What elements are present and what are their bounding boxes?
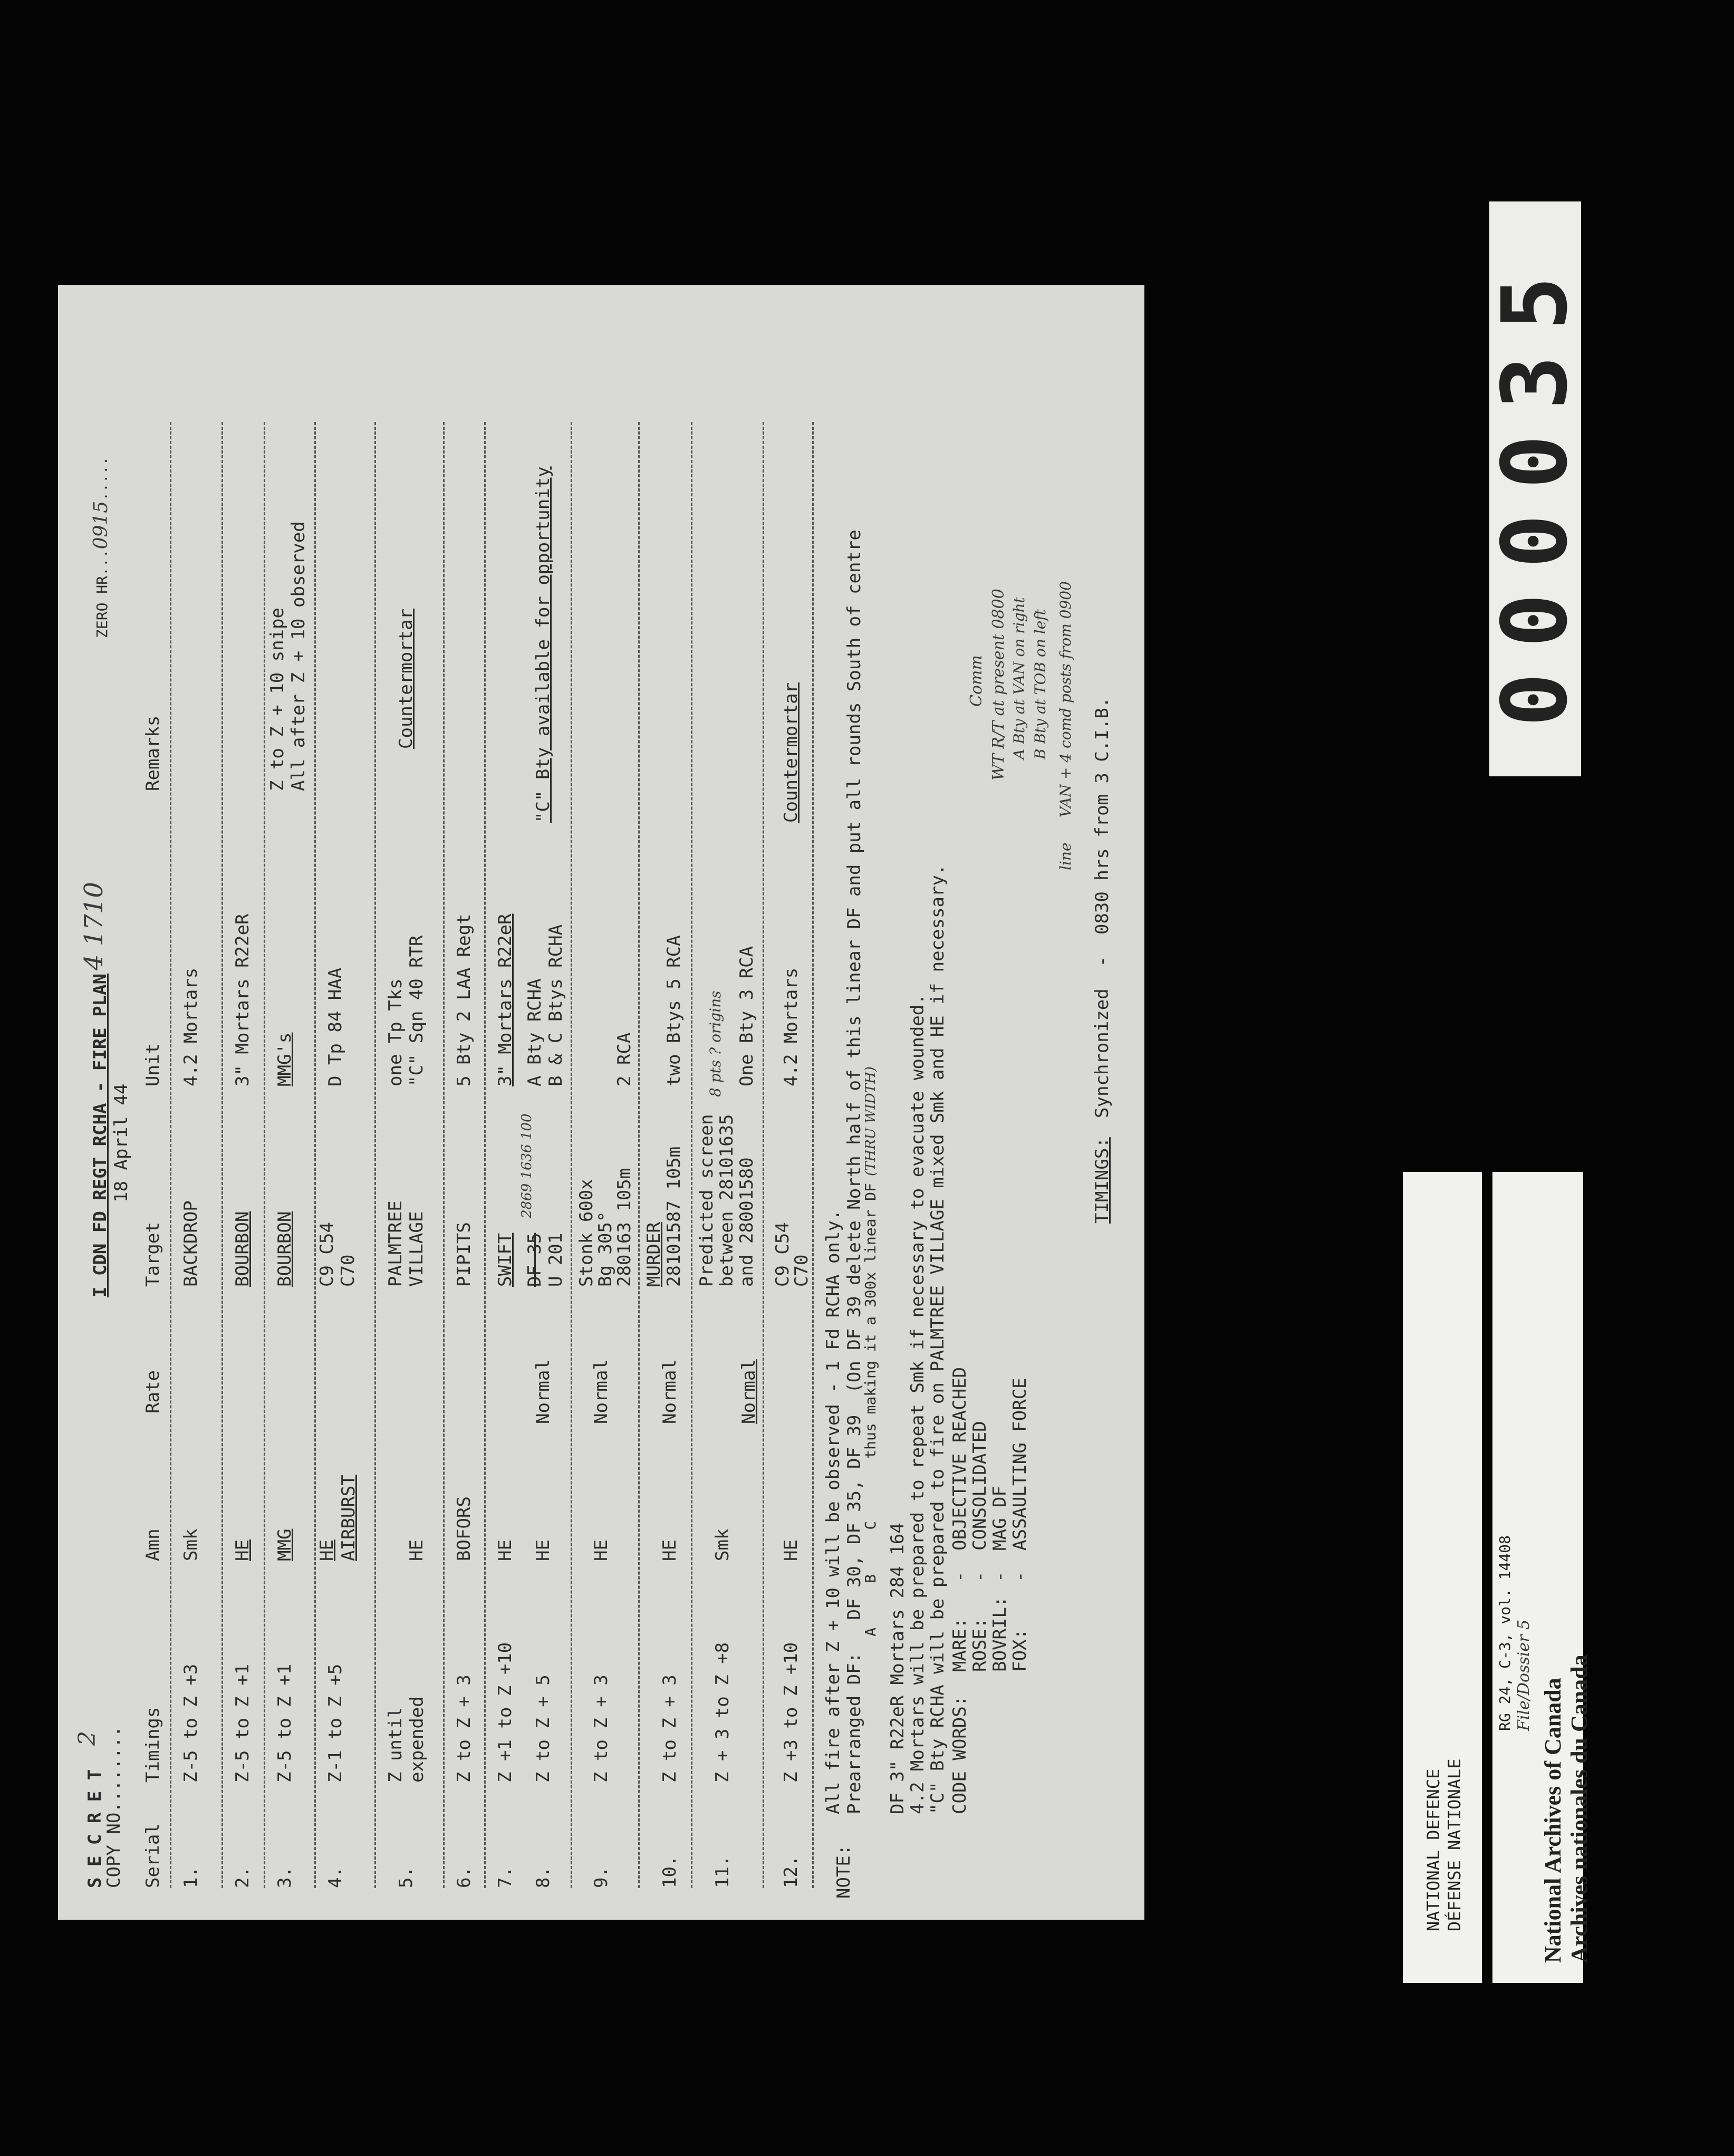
national-defence-stamp xyxy=(1403,1172,1482,1983)
row-12-timings: Z +3 to Z +10 xyxy=(781,1642,802,1783)
row-9-amn: HE xyxy=(591,1539,612,1561)
archives-reference-text xyxy=(1496,1535,1534,1731)
row-4-target-2: C70 xyxy=(338,1254,359,1287)
row-11-target-2: between 28101635 xyxy=(716,1114,737,1287)
row-7-timings: Z +1 to Z +10 xyxy=(495,1642,516,1783)
fire-plan-document xyxy=(58,285,1144,1920)
row-7-unit: 3" Mortars R22eR xyxy=(495,913,516,1086)
archives-reference-line-1: RG 24, C-3, vol. 14408 xyxy=(1496,1535,1514,1731)
row-11-brace-handwritten: 8 pts ? origins xyxy=(707,990,724,1097)
margin-note-b-bty: B Bty at TOB on left xyxy=(1032,609,1049,759)
frame-number: 000035 xyxy=(1483,251,1587,727)
document-title: I CDN FD REGT RCHA - FIRE PLAN xyxy=(90,973,111,1297)
row-3-amn: MMG xyxy=(274,1528,295,1561)
margin-note-comm: Comm xyxy=(967,655,986,707)
code-word-4-dash: - xyxy=(1009,1571,1030,1582)
timings-label: TIMINGS: xyxy=(1092,1137,1113,1224)
row-1-unit: 4.2 Mortars xyxy=(180,967,201,1086)
row-4-amn: HE AIRBURST xyxy=(316,1475,359,1561)
zero-hour xyxy=(90,457,112,639)
security-classification: S E C R E T xyxy=(84,1769,105,1888)
national-defence-stamp-text xyxy=(1423,1758,1465,1931)
row-divider xyxy=(264,422,265,1888)
row-8-unit-2: B & C Btys RCHA xyxy=(545,924,566,1086)
row-2-serial: 2. xyxy=(232,1866,253,1888)
row-divider xyxy=(571,422,572,1888)
archives-canada-stamp xyxy=(1492,1172,1592,1983)
note-handwritten-width: (THRU WIDTH) xyxy=(863,1066,879,1176)
row-9-target-2: Bg 305° xyxy=(595,1211,616,1287)
code-word-2-meaning: CONSOLIDATED xyxy=(969,1421,990,1551)
code-word-1: MARE: xyxy=(949,1618,970,1672)
row-9-serial: 9. xyxy=(591,1866,612,1888)
national-defence-stamp-line-1: NATIONAL DEFENCE xyxy=(1423,1768,1443,1931)
row-divider xyxy=(691,422,692,1888)
row-10-target-2: 28101587 105m xyxy=(663,1146,685,1287)
code-word-2: ROSE: xyxy=(969,1618,990,1672)
row-8-remarks: "C" Bty available for opportunity xyxy=(533,466,554,823)
note-label: NOTE: xyxy=(833,1844,854,1899)
row-8-target-1: DF 35 xyxy=(524,1233,545,1287)
row-11-target-1: Predicted screen xyxy=(696,1114,717,1287)
row-5-remarks: Countermortar xyxy=(396,608,417,749)
row-12-unit: 4.2 Mortars xyxy=(781,967,802,1086)
note-line-5: 4.2 Mortars will be prepared to repeat Smk if necessary to evacuate wounded. xyxy=(907,994,928,1814)
row-11-target-3: and 28001580 xyxy=(736,1157,757,1287)
row-10-rate: Normal xyxy=(659,1359,680,1424)
row-3-serial: 3. xyxy=(274,1866,295,1888)
row-9-target-1: Stonk 600x xyxy=(576,1179,597,1287)
document-date: 18 April 44 xyxy=(111,1083,132,1202)
row-7-serial: 7. xyxy=(495,1866,516,1888)
row-12-serial: 12. xyxy=(781,1855,802,1888)
row-8-serial: 8. xyxy=(533,1866,554,1888)
row-5-unit-1: one Tp Tks xyxy=(385,978,406,1086)
timings-text: Synchronized - 0830 hrs from 3 C.I.B. xyxy=(1092,697,1113,1118)
row-10-serial: 10. xyxy=(659,1855,680,1888)
zero-hour-tail: ..... xyxy=(93,456,111,501)
col-serial-header: Serial xyxy=(142,1823,163,1888)
row-5-amn: HE xyxy=(406,1539,427,1561)
row-2-target: BOURBON xyxy=(232,1211,253,1287)
row-5-serial: 5. xyxy=(396,1866,417,1888)
code-word-2-dash: - xyxy=(969,1571,990,1582)
row-6-timings: Z to Z + 3 xyxy=(454,1674,475,1783)
code-word-4-meaning: ASSAULTING FORCE xyxy=(1009,1378,1030,1551)
row-8-timings: Z to Z + 5 xyxy=(533,1674,554,1783)
row-3-target: BOURBON xyxy=(274,1211,295,1287)
row-divider xyxy=(484,422,486,1888)
row-9-unit: 2 RCA xyxy=(614,1032,635,1086)
row-6-amn: BOFORS xyxy=(454,1496,475,1561)
row-5-target-2: VILLAGE xyxy=(406,1211,427,1287)
copy-number-handwritten: 2 xyxy=(74,1731,101,1746)
row-divider xyxy=(221,422,223,1888)
row-12-amn: HE xyxy=(781,1539,802,1561)
note-line-4: DF 3" R22eR Mortars 284 164 xyxy=(887,1523,908,1814)
row-3-remarks-2: All after Z + 10 observed xyxy=(288,521,309,791)
row-5-target-1: PALMTREE xyxy=(385,1200,406,1287)
row-12-target-1: C9 C54 xyxy=(772,1222,793,1287)
code-word-3-dash: - xyxy=(989,1571,1010,1582)
national-defence-stamp-line-2: DÉFENSE NATIONALE xyxy=(1444,1758,1465,1931)
row-11-serial: 11. xyxy=(712,1855,733,1888)
row-1-amn: Smk xyxy=(180,1528,201,1561)
copy-number: COPY NO........ xyxy=(103,1726,124,1888)
zero-hour-label: ZERO HR... xyxy=(93,549,111,638)
row-1-serial: 1. xyxy=(180,1866,201,1888)
reference-handwritten: 4 1710 xyxy=(79,882,109,970)
code-word-3-meaning: MAG DF xyxy=(989,1486,1010,1551)
col-unit-header: Unit xyxy=(142,1043,163,1086)
row-5-timings: Z until expended xyxy=(385,1696,428,1783)
code-word-4: FOX: xyxy=(1009,1629,1030,1672)
row-6-unit: 5 Bty 2 LAA Regt xyxy=(454,913,475,1086)
document-frame xyxy=(58,285,1144,1920)
row-11-timings: Z + 3 to Z +8 xyxy=(712,1642,733,1783)
row-7-target: SWIFT xyxy=(495,1233,516,1287)
row-divider xyxy=(374,422,376,1888)
table-bottom-divider xyxy=(812,422,814,1888)
code-word-1-meaning: OBJECTIVE REACHED xyxy=(949,1367,970,1551)
col-amn-header: Amn xyxy=(142,1528,163,1561)
margin-note-line: line xyxy=(1057,842,1074,870)
row-2-timings: Z-5 to Z +1 xyxy=(232,1663,253,1783)
row-8-unit-1: A Bty RCHA xyxy=(524,978,545,1086)
col-rate-header: Rate xyxy=(142,1370,163,1413)
row-divider xyxy=(638,422,640,1888)
code-words-label: CODE WORDS: xyxy=(949,1695,970,1814)
row-11-rate: Normal xyxy=(738,1359,759,1424)
row-7-amn: HE xyxy=(495,1539,516,1561)
row-3-unit: MMG's xyxy=(274,1032,295,1086)
row-10-amn: HE xyxy=(659,1539,680,1561)
header-divider xyxy=(170,422,171,1888)
row-divider xyxy=(314,422,316,1888)
row-4-target-1: C9 C54 xyxy=(316,1222,338,1287)
row-9-rate: Normal xyxy=(591,1359,612,1424)
code-word-3: BOVRIL: xyxy=(989,1596,1010,1672)
note-line-3: A B C thus making it a 300x linear DF xyxy=(862,1183,879,1814)
note-line-1: All fire after Z + 10 will be observed - 1 Fd RCHA only. xyxy=(823,1209,844,1814)
archives-reference-line-2: File/Dossier 5 xyxy=(1515,1619,1533,1731)
row-3-timings: Z-5 to Z +1 xyxy=(274,1663,295,1783)
row-4-unit: D Tp 84 HAA xyxy=(325,967,346,1086)
row-10-target-1: MURDER xyxy=(643,1222,664,1287)
row-6-target: PIPITS xyxy=(454,1222,475,1287)
row-8-target-handwritten: 2869 1636 100 xyxy=(519,1113,535,1218)
frame-number-strip xyxy=(1483,201,1587,776)
row-12-remarks: Countermortar xyxy=(781,682,802,823)
row-2-unit: 3" Mortars R22eR xyxy=(232,913,253,1086)
margin-note-a-bty: A Bty at VAN on right xyxy=(1010,597,1028,759)
col-timings-header: Timings xyxy=(142,1707,163,1783)
col-remarks-header: Remarks xyxy=(142,715,163,791)
row-1-target: BACKDROP xyxy=(180,1200,201,1287)
row-3-remarks-1: Z to Z + 10 snipe xyxy=(267,608,288,791)
row-11-unit: One Bty 3 RCA xyxy=(736,946,757,1086)
row-10-unit: two Btys 5 RCA xyxy=(663,935,685,1086)
row-divider xyxy=(763,422,764,1888)
col-target-header: Target xyxy=(142,1222,163,1287)
archives-name-line-2: Archives nationales du Canada xyxy=(1566,1654,1592,1963)
row-2-amn: HE xyxy=(232,1539,253,1561)
margin-note-wt: WT R/T at present 0800 xyxy=(989,589,1008,781)
row-8-rate: Normal xyxy=(533,1359,554,1424)
archives-name-text xyxy=(1540,1654,1593,1963)
row-8-amn: HE xyxy=(533,1539,554,1561)
row-divider xyxy=(443,422,445,1888)
note-line-6: "C" Bty RCHA will be prepared to fire on PALMTREE VILLAGE mixed Smk and HE if necessary. xyxy=(927,864,948,1814)
row-9-target-3: 280163 105m xyxy=(614,1168,635,1287)
row-9-timings: Z to Z + 3 xyxy=(591,1674,612,1783)
row-4-serial: 4. xyxy=(325,1866,346,1888)
code-word-1-dash: - xyxy=(949,1571,970,1582)
row-10-timings: Z to Z + 3 xyxy=(659,1674,680,1783)
archives-name-line-1: National Archives of Canada xyxy=(1540,1678,1566,1963)
row-5-unit-2: "C" Sqn 40 RTR xyxy=(406,935,427,1086)
note-line-2: Prearranged DF: DF 30, DF 35, DF 39 (On DF 39 delete North half of this linear DF and put all rounds South of centre xyxy=(844,530,865,1814)
row-4-timings: Z-1 to Z +5 xyxy=(325,1663,346,1783)
row-1-timings: Z-5 to Z +3 xyxy=(180,1663,201,1783)
row-12-target-2: C70 xyxy=(791,1254,812,1287)
zero-hour-value: 0915 xyxy=(90,500,112,550)
row-11-amn: Smk xyxy=(712,1528,733,1561)
row-8-target-2: U 201 xyxy=(545,1233,566,1287)
margin-note-van: VAN + 4 comd posts from 0900 xyxy=(1057,581,1074,817)
row-6-serial: 6. xyxy=(454,1866,475,1888)
